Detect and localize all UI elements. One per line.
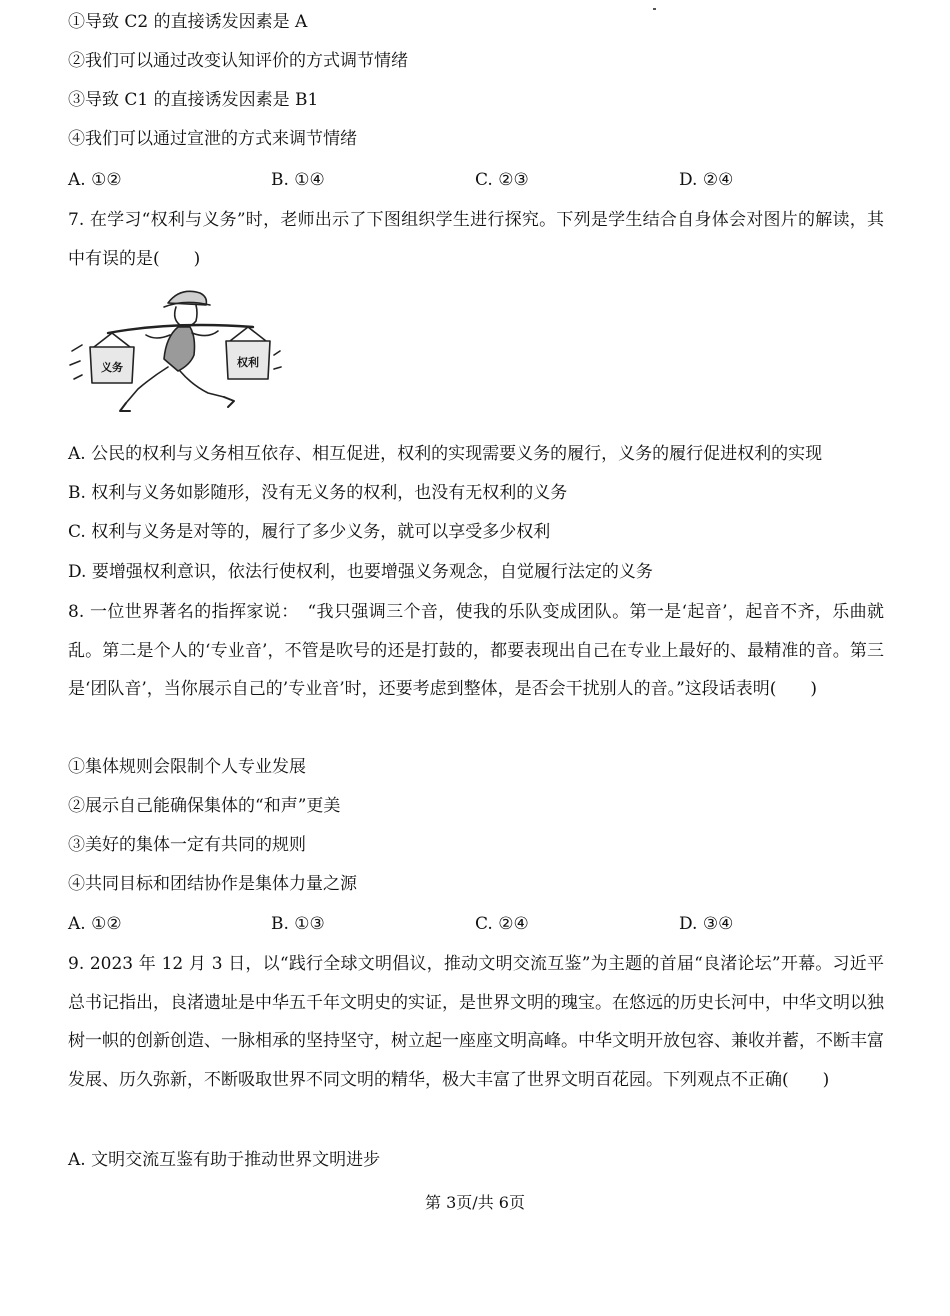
- q8-item-1: ①集体规则会限制个人专业发展: [68, 757, 306, 777]
- q7-option-d: D. 要增强权利意识，依法行使权利，也要增强义务观念，自觉履行法定的义务: [68, 562, 653, 582]
- q8-item-4: ④共同目标和团结协作是集体力量之源: [68, 874, 357, 894]
- q8-item-3: ③美好的集体一定有共同的规则: [68, 835, 306, 855]
- q8-item-2: ②展示自己能确保集体的“和声”更美: [68, 796, 341, 816]
- q9-stem: 9. 2023 年 12 月 3 日，以“践行全球文明倡议，推动文明交流互鉴”为主题的首届“良渚论坛”开幕。习近平总书记指出，良渚遗址是中华五千年文明史的实证，是世界文明的瑰宝。在悠远的历史长河中，中华文明以独树一帜的创新创造、一脉相承的坚持坚守，树立起一座座文明高峰。中华文明开放包容、兼收并蓄，不断丰富发展、历久弥新，不断吸取世界不同文明的精华，极大丰富了世界文明百花园。下列观点不正确( ): [68, 954, 884, 1090]
- scan-mark: [653, 8, 656, 10]
- q6-option-d: D. ②④: [679, 170, 734, 190]
- prev-item-2: ②我们可以通过改变认知评价的方式调节情绪: [68, 51, 408, 71]
- q6-option-a: A. ①②: [68, 170, 122, 190]
- duty-bag-label: 义务: [101, 361, 123, 374]
- q7-stem: 7. 在学习“权利与义务”时，老师出示了下图组织学生进行探究。下列是学生结合自身体会对图片的解读，其中有误的是( ): [68, 210, 884, 269]
- q7-option-c: C. 权利与义务是对等的，履行了多少义务，就可以享受多少权利: [68, 522, 551, 542]
- q7-option-b: B. 权利与义务如影随形，没有无义务的权利，也没有无权利的义务: [68, 483, 568, 503]
- q6-option-b: B. ①④: [271, 170, 325, 190]
- q8-option-a: A. ①②: [68, 914, 122, 934]
- q8-stem: 8. 一位世界著名的指挥家说： “我只强调三个音，使我的乐队变成团队。第一是‘起音’，起音不齐，乐曲就乱。第二是个人的‘专业音’，不管是吹号的还是打鼓的，都要表现出自己在专业上最好的、最精准的音。第三是‘团队音’，当你展示自己的’专业音’时，还要考虑到整体，是否会干扰别人的音。”这段话表明( ): [68, 602, 884, 699]
- q9-option-a: A. 文明交流互鉴有助于推动世界文明进步: [68, 1150, 381, 1170]
- q8-option-b: B. ①③: [271, 914, 325, 934]
- q6-option-c: C. ②③: [475, 170, 529, 190]
- page-footer: 第 3页/共 6页: [425, 1193, 525, 1212]
- prev-item-1: ①导致 C2 的直接诱发因素是 A: [68, 12, 308, 32]
- q8-option-c: C. ②④: [475, 914, 529, 934]
- q8-option-d: D. ③④: [679, 914, 734, 934]
- q7-option-a: A. 公民的权利与义务相互依存、相互促进，权利的实现需要义务的履行，义务的履行促进权利的实现: [68, 444, 823, 464]
- rights-duties-illustration: [68, 285, 283, 420]
- right-bag-label: 权利: [237, 356, 259, 369]
- prev-item-4: ④我们可以通过宣泄的方式来调节情绪: [68, 129, 357, 149]
- prev-item-3: ③导致 C1 的直接诱发因素是 B1: [68, 90, 319, 110]
